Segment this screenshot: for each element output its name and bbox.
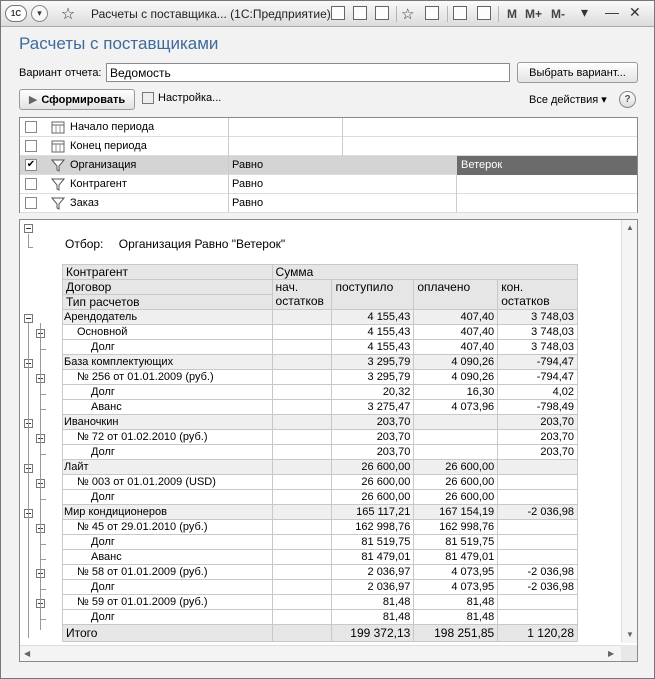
filter-condition[interactable]: Равно <box>232 178 264 190</box>
filter-checkbox[interactable] <box>25 178 37 190</box>
filter-checkbox[interactable] <box>25 140 37 152</box>
table-row[interactable] <box>63 385 578 400</box>
history-icon[interactable] <box>425 6 439 20</box>
calculator-icon[interactable] <box>453 6 467 20</box>
value-cell: 20,32 <box>332 385 414 400</box>
value-cell: 3 748,03 <box>498 325 578 340</box>
preview-icon[interactable] <box>353 6 367 20</box>
row-name-cell: № 256 от 01.01.2009 (руб.) <box>63 370 273 385</box>
total-value: 198 251,85 <box>414 625 498 642</box>
report-table <box>62 264 578 642</box>
value-cell: -794,47 <box>498 355 578 370</box>
value-cell: 407,40 <box>414 340 498 355</box>
filter-checkbox[interactable] <box>25 121 37 133</box>
value-cell: 162 998,76 <box>332 520 414 535</box>
table-row[interactable] <box>63 340 578 355</box>
row-name-cell: № 003 от 01.01.2009 (USD) <box>63 475 273 490</box>
funnel-icon <box>51 177 65 191</box>
value-cell <box>272 520 332 535</box>
row-name-cell: № 45 от 29.01.2010 (руб.) <box>63 520 273 535</box>
value-cell: 4 073,95 <box>414 580 498 595</box>
table-row[interactable] <box>63 475 578 490</box>
memory-m-button[interactable]: M <box>507 7 517 21</box>
value-cell <box>272 385 332 400</box>
settings-icon <box>142 92 154 104</box>
value-cell: 203,70 <box>332 430 414 445</box>
value-cell: 2 036,97 <box>332 565 414 580</box>
value-cell: 81,48 <box>414 610 498 625</box>
funnel-icon <box>51 158 65 172</box>
header-cell: Сумма <box>272 265 577 280</box>
row-name-cell: Долг <box>63 385 273 400</box>
scroll-up-icon[interactable]: ▲ <box>626 223 634 232</box>
settings-button[interactable] <box>142 92 221 104</box>
row-name-cell: Аванс <box>63 550 273 565</box>
scroll-right-icon[interactable]: ▶ <box>608 649 615 658</box>
row-name-cell: № 72 от 01.02.2010 (руб.) <box>63 430 273 445</box>
calendar-icon[interactable] <box>477 6 491 20</box>
main-menu-button[interactable]: ▾ <box>31 5 48 22</box>
table-row[interactable] <box>63 355 578 370</box>
value-cell <box>272 580 332 595</box>
filter-checkbox-checked[interactable]: ✔ <box>26 159 36 170</box>
minimize-icon[interactable]: — <box>605 4 619 20</box>
value-cell: 26 600,00 <box>414 475 498 490</box>
filter-condition[interactable]: Равно <box>232 197 264 209</box>
total-value <box>272 625 332 642</box>
selection-line <box>65 237 285 251</box>
filter-name: Конец периода <box>70 140 147 152</box>
play-icon: ▶ <box>28 94 38 106</box>
table-row[interactable] <box>63 445 578 460</box>
value-cell: -2 036,98 <box>498 505 578 520</box>
filter-table <box>19 117 638 213</box>
value-cell: 81,48 <box>332 610 414 625</box>
report-area[interactable] <box>19 219 638 662</box>
filter-row[interactable] <box>20 156 637 175</box>
value-cell: 81 519,75 <box>414 535 498 550</box>
generate-label: Сформировать <box>41 93 126 106</box>
table-row[interactable] <box>63 460 578 475</box>
total-value: 199 372,13 <box>332 625 414 642</box>
horizontal-scrollbar[interactable] <box>20 645 621 661</box>
generate-button[interactable] <box>19 89 135 110</box>
value-cell <box>272 535 332 550</box>
memory-mplus-button[interactable]: M+ <box>525 7 543 21</box>
value-cell: 3 748,03 <box>498 340 578 355</box>
value-cell: 4 155,43 <box>332 340 414 355</box>
value-cell: 4 073,96 <box>414 400 498 415</box>
save-icon[interactable] <box>375 6 389 20</box>
title-bar <box>1 1 654 27</box>
value-cell: 26 600,00 <box>332 460 414 475</box>
table-row[interactable] <box>63 580 578 595</box>
value-cell <box>498 460 578 475</box>
value-cell: 3 748,03 <box>498 310 578 325</box>
value-cell <box>498 475 578 490</box>
value-cell: 4 073,95 <box>414 565 498 580</box>
value-cell: 26 600,00 <box>414 490 498 505</box>
filter-condition[interactable]: Равно <box>232 159 264 171</box>
value-cell <box>272 355 332 370</box>
filter-name: Заказ <box>70 197 99 209</box>
row-name-cell: Мир кондиционеров <box>63 505 273 520</box>
table-row[interactable] <box>63 430 578 445</box>
table-row[interactable] <box>63 550 578 565</box>
value-cell <box>498 520 578 535</box>
value-cell <box>272 505 332 520</box>
value-cell <box>272 370 332 385</box>
value-cell: 203,70 <box>498 430 578 445</box>
value-cell <box>272 430 332 445</box>
value-cell <box>272 415 332 430</box>
value-cell: 4 155,43 <box>332 325 414 340</box>
value-cell <box>498 490 578 505</box>
value-cell: 3 275,47 <box>332 400 414 415</box>
row-name-cell: Лайт <box>63 460 273 475</box>
table-row[interactable] <box>63 565 578 580</box>
value-cell: 81,48 <box>332 595 414 610</box>
print-icon[interactable] <box>331 6 345 20</box>
value-cell <box>498 535 578 550</box>
table-row[interactable] <box>63 415 578 430</box>
row-name-cell: Арендодатель <box>63 310 273 325</box>
value-cell <box>272 565 332 580</box>
header-cell: Контрагент <box>63 265 273 280</box>
settings-label: Настройка... <box>158 92 222 104</box>
value-cell <box>498 550 578 565</box>
value-cell: 16,30 <box>414 385 498 400</box>
value-cell: 167 154,19 <box>414 505 498 520</box>
value-cell: 162 998,76 <box>414 520 498 535</box>
collapse-toggle[interactable] <box>24 314 33 323</box>
value-cell <box>272 310 332 325</box>
row-name-cell: Долг <box>63 340 273 355</box>
value-cell: 4 090,26 <box>414 355 498 370</box>
add-favorite-icon[interactable]: ☆ <box>401 6 415 23</box>
header-cell: Тип расчетов <box>63 295 273 310</box>
value-cell: 407,40 <box>414 310 498 325</box>
value-cell <box>272 475 332 490</box>
row-name-cell: Иваночкин <box>63 415 273 430</box>
value-cell: 81 479,01 <box>414 550 498 565</box>
filter-name: Организация <box>70 159 137 171</box>
value-cell: 81 479,01 <box>332 550 414 565</box>
value-cell: -2 036,98 <box>498 565 578 580</box>
filter-row[interactable] <box>20 118 637 137</box>
header-cell: поступило <box>332 280 414 310</box>
filter-checkbox[interactable] <box>25 197 37 209</box>
row-name-cell: № 59 от 01.01.2009 (руб.) <box>63 595 273 610</box>
value-cell: 26 600,00 <box>414 460 498 475</box>
value-cell: 165 117,21 <box>332 505 414 520</box>
calendar-icon <box>51 139 65 153</box>
value-cell: 4 090,26 <box>414 370 498 385</box>
window-menu-icon[interactable]: ▾ <box>581 4 589 20</box>
calendar-icon <box>51 120 65 134</box>
all-actions-menu[interactable]: Все действия ▾ <box>529 94 607 106</box>
value-cell: 26 600,00 <box>332 490 414 505</box>
filter-name: Контрагент <box>70 178 127 190</box>
row-name-cell: Долг <box>63 445 273 460</box>
value-cell: 203,70 <box>332 415 414 430</box>
selection-label: Отбор: <box>65 237 104 251</box>
filter-row[interactable] <box>20 194 637 213</box>
row-name-cell: База комплектующих <box>63 355 273 370</box>
value-cell: 203,70 <box>332 445 414 460</box>
table-row[interactable] <box>63 535 578 550</box>
value-cell <box>272 340 332 355</box>
filter-row[interactable] <box>20 137 637 156</box>
value-cell: 81,48 <box>414 595 498 610</box>
collapse-toggle[interactable] <box>24 224 33 233</box>
memory-mminus-button[interactable]: M- <box>551 7 565 21</box>
value-cell: 3 295,79 <box>332 355 414 370</box>
value-cell <box>414 415 498 430</box>
table-row[interactable] <box>63 325 578 340</box>
selection-text: Организация Равно "Ветерок" <box>118 237 286 251</box>
row-name-cell: № 58 от 01.01.2009 (руб.) <box>63 565 273 580</box>
value-cell <box>272 445 332 460</box>
value-cell <box>272 325 332 340</box>
close-icon[interactable]: ✕ <box>629 4 641 20</box>
header-cell: нач. остатков <box>272 280 332 310</box>
value-cell <box>272 550 332 565</box>
table-row[interactable] <box>63 400 578 415</box>
total-row <box>63 625 578 642</box>
value-cell <box>498 610 578 625</box>
value-cell <box>272 610 332 625</box>
value-cell: 203,70 <box>498 445 578 460</box>
value-cell <box>498 595 578 610</box>
vertical-scrollbar[interactable] <box>621 220 637 643</box>
table-row[interactable] <box>63 505 578 520</box>
filter-name: Начало периода <box>70 121 155 133</box>
table-row[interactable] <box>63 520 578 535</box>
header-cell: кон. остатков <box>498 280 578 310</box>
value-cell: 4 155,43 <box>332 310 414 325</box>
value-cell: 4,02 <box>498 385 578 400</box>
row-name-cell: Долг <box>63 535 273 550</box>
header-cell: оплачено <box>414 280 498 310</box>
page-title: Расчеты с поставщиками <box>19 34 219 53</box>
filter-row[interactable] <box>20 175 637 194</box>
variant-field[interactable]: Ведомость <box>106 63 510 82</box>
value-cell <box>272 595 332 610</box>
scroll-corner <box>621 645 637 661</box>
table-row[interactable] <box>63 610 578 625</box>
table-row[interactable] <box>63 490 578 505</box>
grouping-gutter <box>20 220 62 643</box>
table-row[interactable] <box>63 370 578 385</box>
value-cell: 81 519,75 <box>332 535 414 550</box>
value-cell: 203,70 <box>498 415 578 430</box>
funnel-icon <box>51 196 65 210</box>
window-title: Расчеты с поставщика... (1С:Предприятие) <box>91 7 331 21</box>
value-cell <box>414 430 498 445</box>
row-name-cell: Аванс <box>63 400 273 415</box>
value-cell: -798,49 <box>498 400 578 415</box>
total-label: Итого <box>63 625 273 642</box>
value-cell: 407,40 <box>414 325 498 340</box>
row-name-cell: Долг <box>63 490 273 505</box>
favorite-star-icon[interactable]: ☆ <box>60 6 76 23</box>
help-button[interactable]: ? <box>619 91 636 108</box>
app-logo[interactable]: 1С <box>5 5 27 22</box>
table-row[interactable] <box>63 595 578 610</box>
value-cell <box>272 460 332 475</box>
scroll-down-icon[interactable]: ▼ <box>626 630 634 639</box>
header-row <box>63 280 578 295</box>
header-row <box>63 265 578 280</box>
total-value: 1 120,28 <box>498 625 578 642</box>
filter-value[interactable]: Ветерок <box>457 156 637 175</box>
value-cell <box>414 445 498 460</box>
header-cell: Договор <box>63 280 273 295</box>
value-cell: -794,47 <box>498 370 578 385</box>
value-cell <box>272 490 332 505</box>
row-name-cell: Основной <box>63 325 273 340</box>
scroll-left-icon[interactable]: ◀ <box>24 649 31 658</box>
table-row[interactable] <box>63 310 578 325</box>
variant-label: Вариант отчета: <box>19 67 102 79</box>
value-cell: 26 600,00 <box>332 475 414 490</box>
value-cell: 2 036,97 <box>332 580 414 595</box>
value-cell: -2 036,98 <box>498 580 578 595</box>
select-variant-button[interactable]: Выбрать вариант... <box>517 62 638 83</box>
row-name-cell: Долг <box>63 580 273 595</box>
value-cell <box>272 400 332 415</box>
value-cell: 3 295,79 <box>332 370 414 385</box>
row-name-cell: Долг <box>63 610 273 625</box>
